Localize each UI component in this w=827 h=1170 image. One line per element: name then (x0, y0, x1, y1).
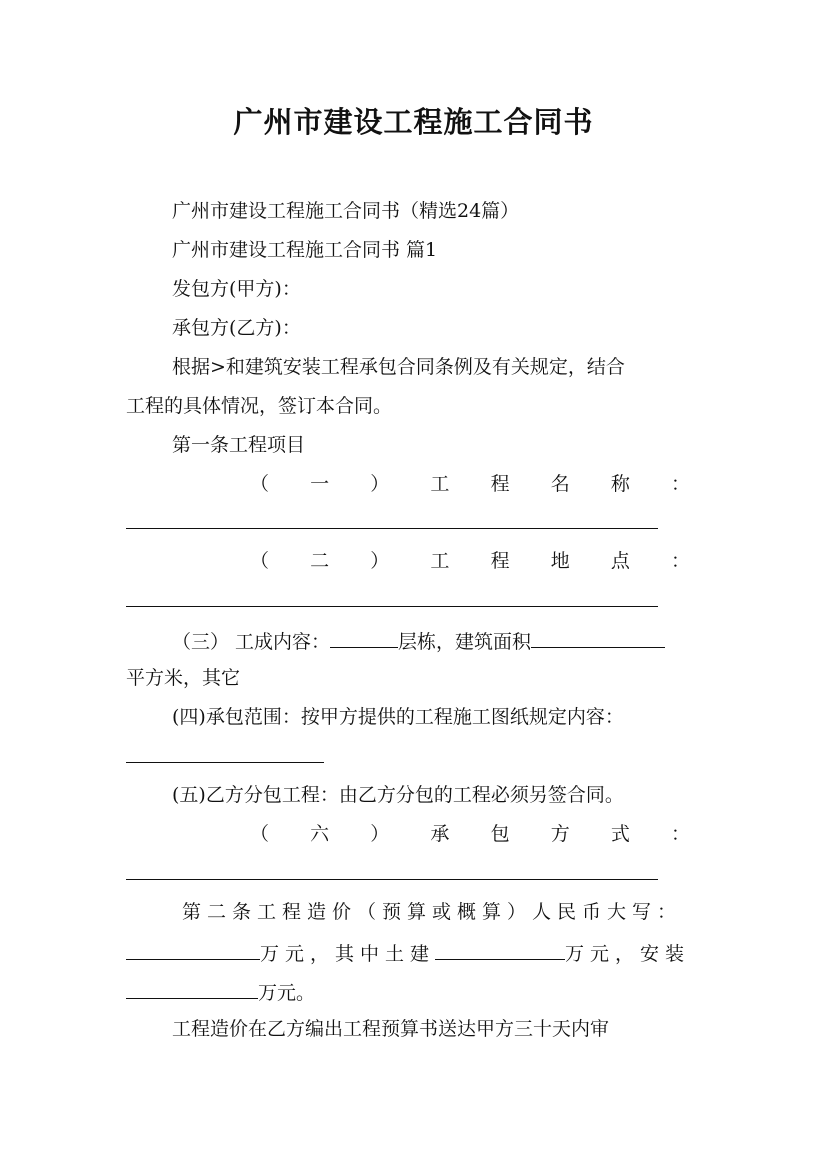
item6-char: 方 (550, 823, 570, 845)
party-a-label: 发包方(甲方)： (172, 278, 301, 300)
item2-char: 地 (550, 550, 570, 572)
article2-total-blank (126, 937, 260, 960)
item4-fill-line (126, 762, 324, 763)
item2-char: ： (670, 550, 690, 572)
item1-char: （ (250, 473, 270, 495)
party-b-label: 承包方(乙方)： (172, 317, 301, 339)
basis-paragraph-line1: 根据>和建筑安装工程承包合同条例及有关规定，结合 (172, 356, 625, 378)
item2-char: 点 (610, 550, 630, 572)
article2-civil-blank (435, 937, 565, 960)
item2-char: 二 (310, 550, 330, 572)
item6-fill-line (126, 879, 658, 880)
document-title: 广州市建设工程施工合同书 (233, 105, 594, 139)
article2-line2 (126, 937, 690, 968)
item3-line2: 平方米，其它 (126, 667, 241, 689)
item4-contract-scope: (四)承包范围：按甲方提供的工程施工图纸规定内容： (172, 706, 624, 728)
item1-char: 称 (610, 473, 630, 495)
item3-area-blank (531, 625, 665, 648)
cost-review-paragraph: 工程造价在乙方编出工程预算书送达甲方三十天内审 (172, 1018, 610, 1040)
item1-char: 程 (490, 473, 510, 495)
item1-char: 名 (550, 473, 570, 495)
article2-line3 (126, 976, 315, 1007)
item2-project-location-label (250, 547, 690, 575)
item6-char: ： (670, 823, 690, 845)
item6-contract-method-label (250, 820, 690, 848)
item6-char: 承 (430, 823, 450, 845)
item2-char: 工 (430, 550, 450, 572)
article2-heading: 第二条工程造价（预算或概算）人民币大写： (182, 901, 683, 923)
piece-heading: 广州市建设工程施工合同书 篇1 (172, 239, 438, 261)
item6-char: 六 (310, 823, 330, 845)
item3-work-content (172, 625, 665, 656)
item6-char: （ (250, 823, 270, 845)
item2-char: （ (250, 550, 270, 572)
item1-char: ： (670, 473, 690, 495)
item2-char: ） (370, 550, 390, 572)
item1-project-name-label (250, 470, 690, 498)
document-subtitle: 广州市建设工程施工合同书（精选24篇） (172, 200, 520, 222)
article2-install-label: 万元，安装 (565, 943, 691, 965)
item2-char: 程 (490, 550, 510, 572)
item5-subcontract: (五)乙方分包工程：由乙方分包的工程必须另签合同。 (172, 784, 624, 806)
item3-area-label: 层栋，建筑面积 (398, 631, 532, 653)
item3-floors-blank (330, 625, 398, 648)
article1-heading: 第一条工程项目 (172, 434, 306, 456)
item1-char: ） (370, 473, 390, 495)
item1-fill-line (126, 528, 658, 529)
item6-char: 包 (490, 823, 510, 845)
article2-civil-label: 万元，其中土建 (260, 943, 436, 965)
item6-char: ） (370, 823, 390, 845)
item6-char: 式 (610, 823, 630, 845)
item1-char: 工 (430, 473, 450, 495)
article2-line3-text: 万元。 (258, 982, 316, 1004)
item1-char: 一 (310, 473, 330, 495)
basis-paragraph-line2: 工程的具体情况，签订本合同。 (126, 395, 393, 417)
item3-label: （三） 工成内容： (172, 631, 331, 653)
item2-fill-line (126, 606, 658, 607)
article2-install-blank (126, 976, 258, 999)
